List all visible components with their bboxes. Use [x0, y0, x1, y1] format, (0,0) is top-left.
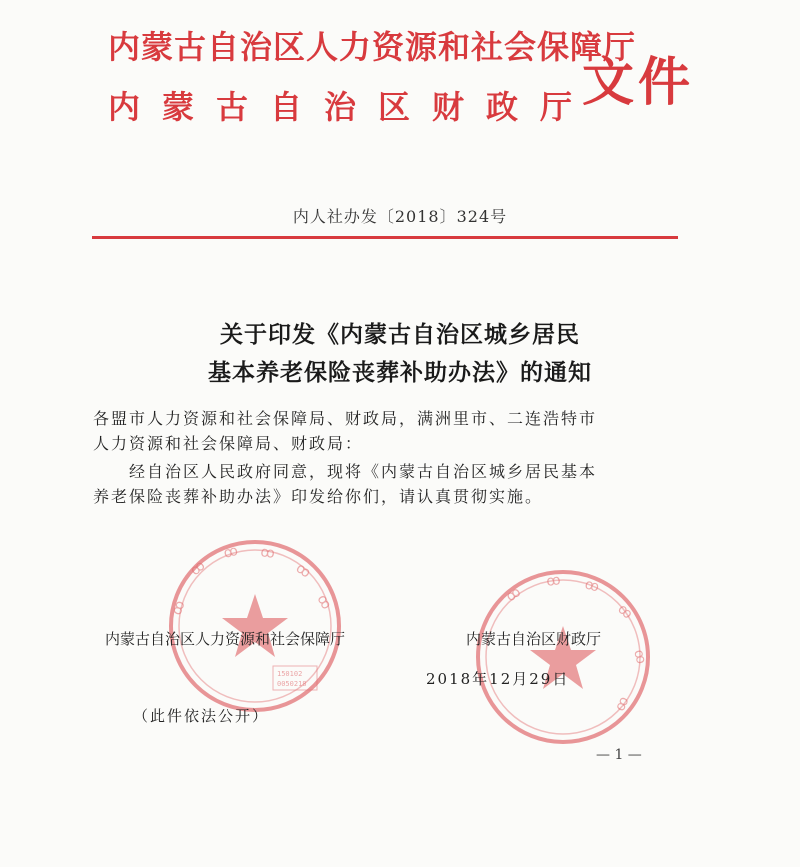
seal-right: [472, 566, 654, 748]
document-number: 内人社办发〔2018〕324号: [292, 207, 508, 226]
body-line-3: 经自治区人民政府同意，现将《内蒙古自治区城乡居民基本: [129, 462, 598, 481]
svg-text:ꝏ: ꝏ: [292, 560, 314, 582]
issue-date: 2018年12月29日: [426, 670, 570, 688]
header-agency-finance: 内蒙古自治区财政厅: [108, 88, 595, 126]
page-number: — 1 —: [596, 747, 642, 763]
disclosure-note: （此件依法公开）: [133, 707, 270, 725]
body-line-2: 人力资源和社会保障局、财政局：: [93, 434, 364, 453]
svg-text:ꝏ: ꝏ: [630, 647, 650, 666]
signature-finance-department: 内蒙古自治区财政厅: [466, 630, 602, 648]
body-line-1: 各盟市人力资源和社会保障局、财政局，满洲里市、二连浩特市: [93, 409, 598, 428]
svg-text:ꝏ: ꝏ: [545, 572, 562, 590]
body-line-4: 养老保险丧葬补助办法》印发给你们，请认真贯彻实施。: [93, 487, 544, 506]
signature-hr-department: 内蒙古自治区人力资源和社会保障厅: [105, 630, 346, 648]
svg-text:ꝏ: ꝏ: [259, 544, 276, 562]
svg-text:ꝏ: ꝏ: [503, 583, 524, 606]
svg-text:ꝏ: ꝏ: [221, 542, 240, 562]
svg-text:ꝏ: ꝏ: [313, 592, 335, 613]
header-doc-type: 文件: [582, 53, 695, 113]
svg-text:ꝏ: ꝏ: [612, 694, 633, 715]
title-line-1: 关于印发《内蒙古自治区城乡居民: [220, 322, 580, 348]
header-agency-hr: 内蒙古自治区人力资源和社会保障厅: [108, 28, 637, 66]
svg-text:ꝏ: ꝏ: [168, 598, 189, 618]
red-divider: [92, 236, 678, 239]
svg-text:ꝏ: ꝏ: [614, 601, 636, 623]
seal-left: [165, 536, 345, 716]
svg-text:0050218: 0050218: [277, 680, 307, 688]
title-line-2: 基本养老保险丧葬补助办法》的通知: [208, 360, 592, 386]
svg-text:150102: 150102: [277, 670, 303, 678]
svg-text:ꝏ: ꝏ: [582, 576, 601, 596]
svg-text:ꝏ: ꝏ: [187, 557, 209, 580]
